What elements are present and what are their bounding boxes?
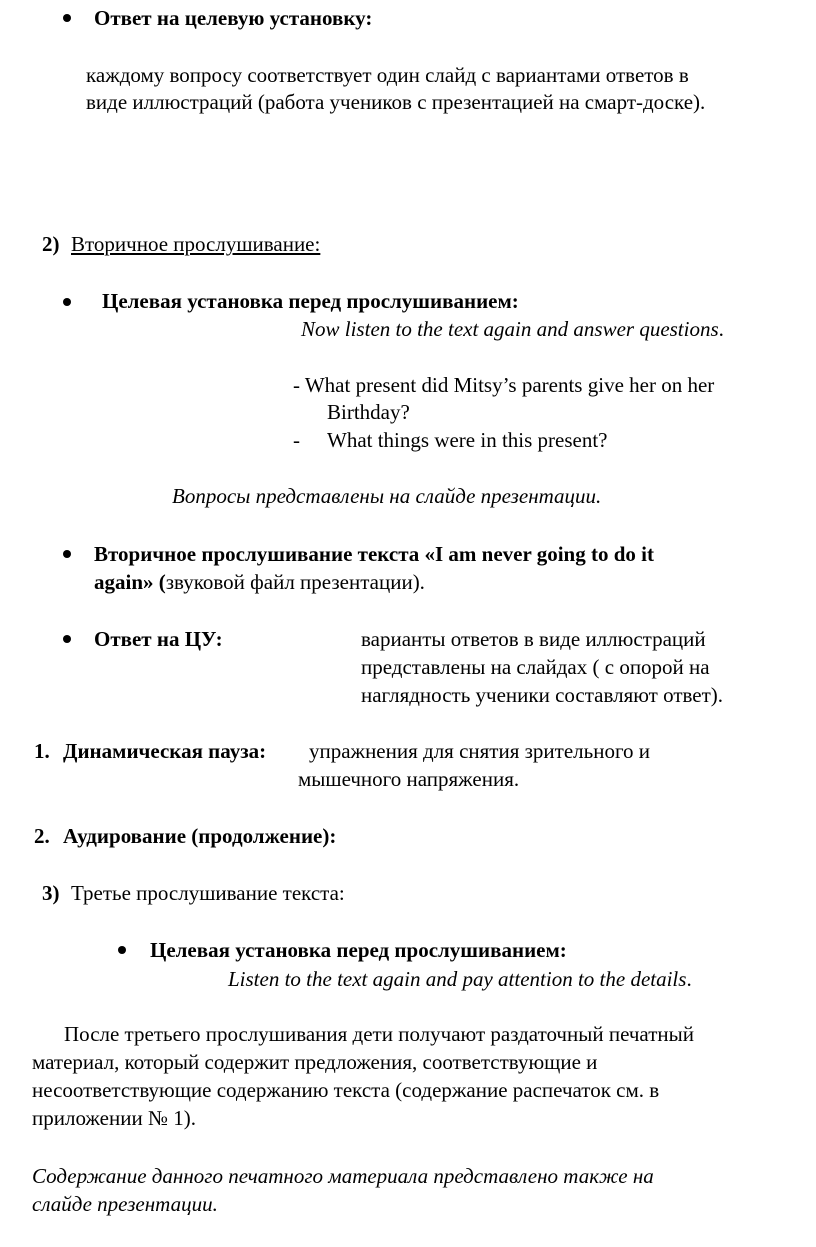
- paragraph-line: приложении № 1).: [32, 1106, 196, 1130]
- paragraph-line: несоответствующие содержанию текста (содержание распечаток см. в: [32, 1078, 660, 1102]
- instruction-text: [301, 316, 724, 342]
- listening-heading-line: Вторичное прослушивание текста «I am never going to do it: [94, 542, 654, 566]
- section-number: 3): [42, 881, 60, 905]
- audition-label: Аудирование (продолжение):: [63, 824, 337, 848]
- instruction-period: .: [686, 967, 692, 991]
- target-heading: Целевая установка перед прослушиванием:: [150, 938, 567, 962]
- answer-line: представлены на слайдах ( с опорой на: [361, 655, 710, 679]
- answer-label: Ответ на ЦУ:: [94, 627, 223, 651]
- bullet-icon: [63, 14, 71, 22]
- bullet-icon: [118, 946, 126, 954]
- question-line: What things were in this present?: [327, 428, 608, 452]
- paragraph-line: После третьего прослушивания дети получают раздаточный печатный: [64, 1022, 694, 1046]
- answer-text-line: виде иллюстраций (работа учеников с презентацией на смарт-доске).: [86, 90, 706, 114]
- answer-heading: Ответ на целевую установку:: [94, 6, 373, 30]
- bullet-icon: [63, 550, 71, 558]
- listening-bold-part: again» (: [94, 570, 166, 594]
- note-text: Вопросы представлены на слайде презентации.: [172, 484, 602, 508]
- final-note-line: слайде презентации.: [32, 1192, 218, 1216]
- section-number: 2): [42, 232, 60, 256]
- instruction-text: [228, 966, 692, 992]
- instruction-english: Now listen to the text again and answer questions: [301, 317, 719, 341]
- section-title: Вторичное прослушивание:: [71, 232, 321, 256]
- section-title: Третье прослушивание текста:: [71, 881, 345, 905]
- answer-line: наглядность ученики составляют ответ).: [361, 683, 724, 707]
- list-number: 2.: [34, 824, 50, 848]
- answer-text-line: каждому вопросу соответствует один слайд с вариантами ответов в: [86, 63, 689, 87]
- question-line: - What present did Mitsy’s parents give her on her: [293, 373, 715, 397]
- answer-line: варианты ответов в виде иллюстраций: [361, 627, 706, 651]
- listening-normal-part: звуковой файл презентации).: [165, 570, 425, 594]
- instruction-english: Listen to the text again and pay attention to the details: [228, 967, 687, 991]
- target-heading: Целевая установка перед прослушиванием:: [102, 289, 519, 313]
- list-number: 1.: [34, 739, 50, 763]
- pause-label: Динамическая пауза:: [63, 739, 267, 763]
- bullet-icon: [63, 298, 71, 306]
- bullet-icon: [63, 635, 71, 643]
- pause-text: упражнения для снятия зрительного и: [309, 739, 651, 763]
- instruction-period: .: [718, 317, 724, 341]
- pause-text: мышечного напряжения.: [298, 767, 520, 791]
- question-line: Birthday?: [327, 400, 410, 424]
- listening-heading-line: [94, 569, 425, 595]
- question-dash: -: [293, 428, 300, 452]
- paragraph-line: материал, который содержит предложения, соответствующие и: [32, 1050, 598, 1074]
- final-note-line: Содержание данного печатного материала представлено также на: [32, 1164, 654, 1188]
